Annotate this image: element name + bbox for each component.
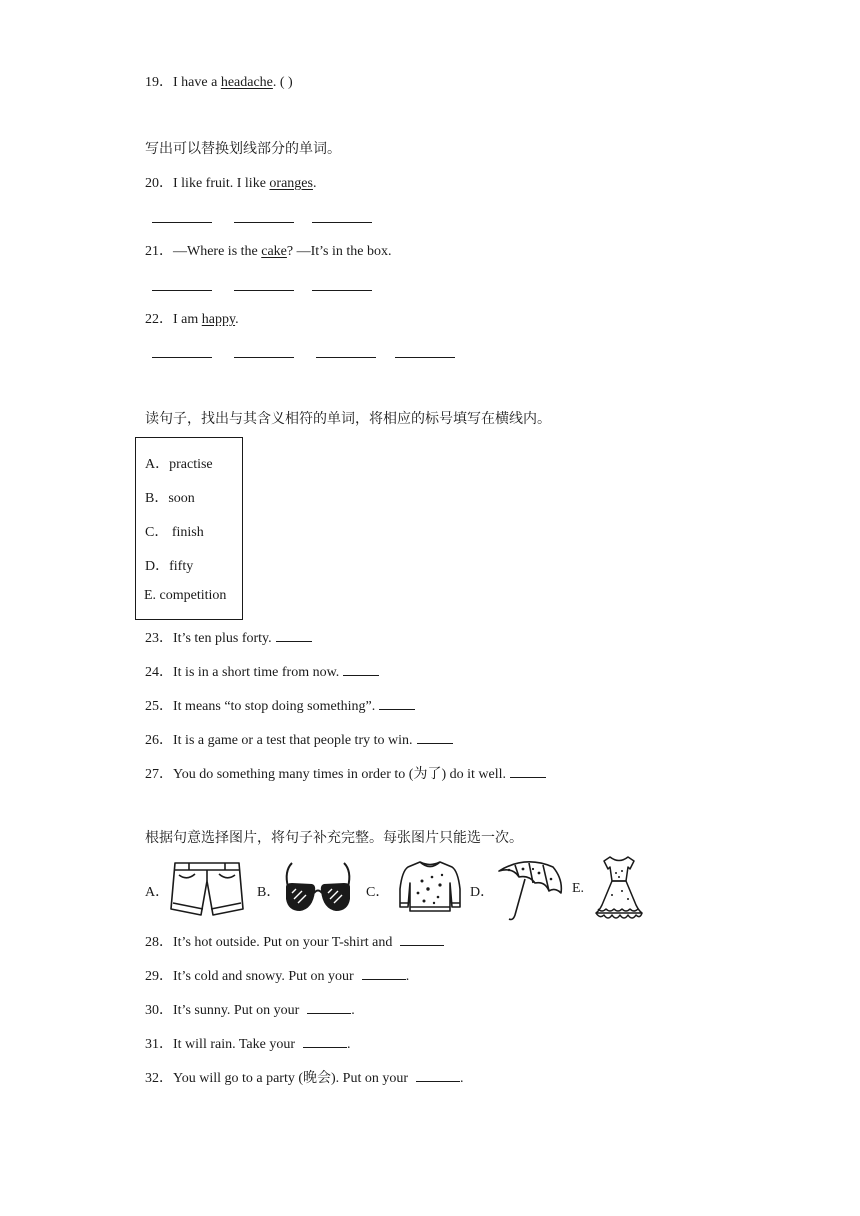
answer-blank[interactable] <box>234 290 294 291</box>
question-text: 29．It’s cold and snowy. Put on your <box>145 969 354 984</box>
answer-blank[interactable] <box>416 1067 460 1082</box>
question-text: 23．It’s ten plus forty. <box>145 631 272 646</box>
question-text-end: ? —It’s in the box. <box>286 244 392 259</box>
question-text: 30．It’s sunny. Put on your <box>145 1003 300 1018</box>
question-text: 24．It is in a short time from now. <box>145 665 340 680</box>
underlined-word: oranges <box>269 176 313 191</box>
question-20 <box>145 175 316 193</box>
picture-label-e: E. <box>572 881 585 896</box>
option-b: B．soon <box>145 491 195 506</box>
question-text-end: . <box>312 176 317 191</box>
question-text: I have a <box>173 75 221 90</box>
sentence-end: . <box>347 1037 351 1052</box>
question-number: 22． <box>145 312 173 327</box>
answer-blank[interactable] <box>307 999 351 1014</box>
answer-blank[interactable] <box>343 661 379 676</box>
answer-blank[interactable] <box>362 965 406 980</box>
answer-blank[interactable] <box>510 763 546 778</box>
shorts-icon <box>169 859 245 917</box>
sentence-end: . <box>460 1071 464 1086</box>
answer-blank[interactable] <box>276 627 312 642</box>
underlined-word: headache <box>220 75 273 90</box>
question-21 <box>145 243 392 261</box>
question-text-end: . <box>235 312 239 327</box>
answer-blank[interactable] <box>379 695 415 710</box>
picture-label-d: D． <box>470 885 495 900</box>
option-c: C． finish <box>145 525 204 540</box>
question-text: I like fruit. I like <box>173 176 270 191</box>
question-26 <box>145 729 453 750</box>
umbrella-icon <box>495 857 565 923</box>
answer-blank[interactable] <box>395 357 455 358</box>
dress-icon <box>592 855 646 923</box>
question-24 <box>145 661 379 682</box>
question-text: 27．You do something many times in order to (为了) do it well. <box>145 767 506 782</box>
option-d: D．fifty <box>145 559 194 574</box>
word-options-box <box>135 437 243 620</box>
question-text: 26．It is a game or a test that people try to win. <box>145 733 413 748</box>
question-30 <box>145 999 355 1020</box>
question-number: 20． <box>145 176 173 191</box>
question-19 <box>145 74 293 92</box>
question-25 <box>145 695 415 716</box>
question-23 <box>145 627 312 648</box>
question-27 <box>145 763 546 784</box>
picture-label-b: B． <box>257 885 281 900</box>
sweater-icon <box>398 859 462 917</box>
section-instruction-replace: 写出可以替换划线部分的单词。 <box>145 142 341 157</box>
sentence-end: . <box>405 969 410 984</box>
question-29 <box>145 965 409 986</box>
section-instruction-pictures: 根据句意选择图片，将句子补充完整。每张图片只能选一次。 <box>145 831 523 846</box>
picture-label-a: A． <box>145 885 170 900</box>
question-text: 32．You will go to a party (晚会). Put on your <box>145 1071 409 1086</box>
question-number: 21． <box>145 244 173 259</box>
answer-blank[interactable] <box>312 290 372 291</box>
sunglasses-icon <box>282 859 354 917</box>
picture-label-c: C． <box>366 885 390 900</box>
answer-blank[interactable] <box>312 222 372 223</box>
underlined-word: happy <box>201 312 236 327</box>
answer-blank[interactable] <box>417 729 453 744</box>
question-number: 19． <box>145 75 173 90</box>
question-22 <box>145 311 239 329</box>
option-a: A．practise <box>145 457 213 472</box>
answer-blank[interactable] <box>234 222 294 223</box>
answer-blank[interactable] <box>152 357 212 358</box>
underlined-word: cake <box>261 244 287 259</box>
question-text: I am <box>173 312 202 327</box>
question-32 <box>145 1067 464 1088</box>
question-28 <box>145 931 444 952</box>
answer-blank[interactable] <box>152 290 212 291</box>
answer-parentheses: . ( ) <box>272 75 293 90</box>
answer-blank[interactable] <box>400 931 444 946</box>
section-instruction-match: 读句子，找出与其含义相符的单词，将相应的标号填写在横线内。 <box>145 412 551 427</box>
sentence-end: . <box>351 1003 355 1018</box>
option-e: E. competition <box>144 588 227 603</box>
question-text: 25．It means “to stop doing something”. <box>145 699 376 714</box>
question-text: 28．It’s hot outside. Put on your T-shirt and <box>145 935 393 950</box>
question-text: 31．It will rain. Take your <box>145 1037 296 1052</box>
question-31 <box>145 1033 351 1054</box>
answer-blank[interactable] <box>316 357 376 358</box>
question-text: —Where is the <box>173 244 262 259</box>
answer-blank[interactable] <box>152 222 212 223</box>
answer-blank[interactable] <box>303 1033 347 1048</box>
answer-blank[interactable] <box>234 357 294 358</box>
